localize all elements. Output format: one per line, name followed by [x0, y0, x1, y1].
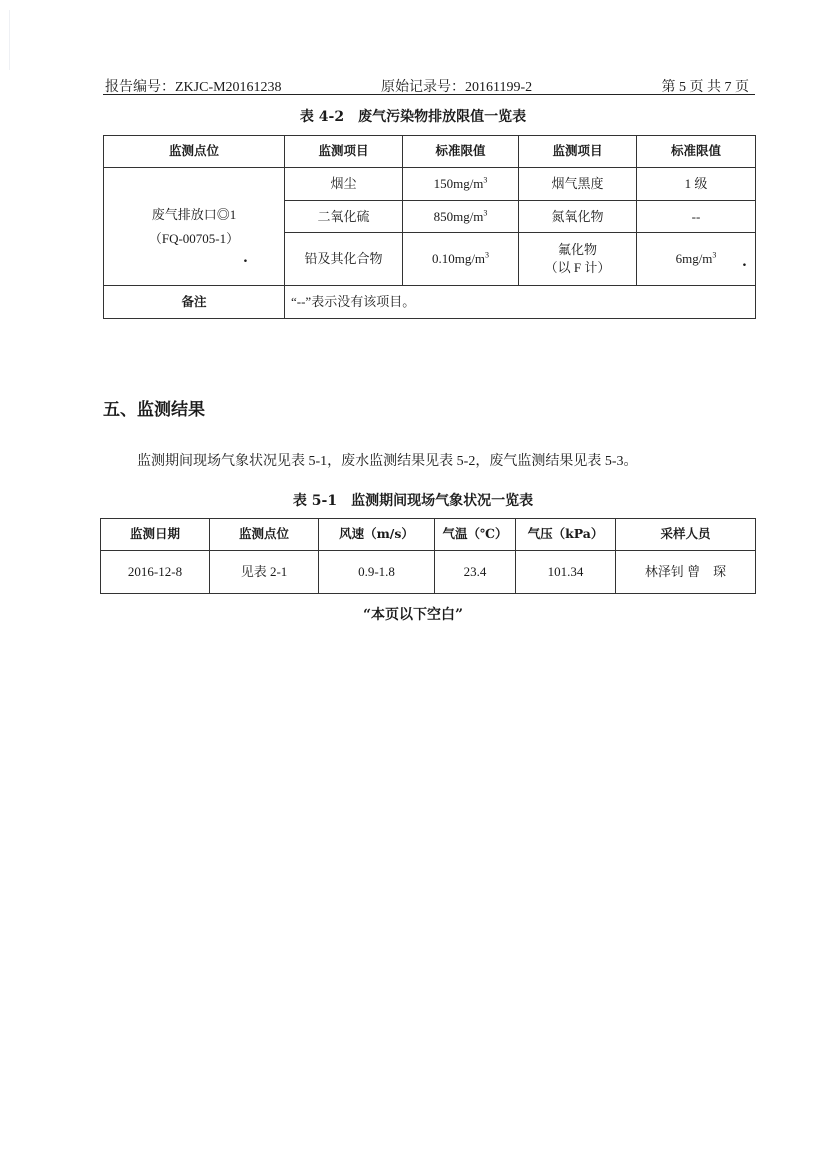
col-header: 监测点位: [210, 519, 319, 551]
scan-dot: .: [742, 254, 747, 270]
item-line: （以 F 计）: [544, 260, 611, 275]
table-5-1: [100, 518, 756, 594]
scan-artifact: [9, 10, 10, 70]
report-number: 报告编号：ZKJC-M20161238: [105, 80, 282, 95]
wind-speed-cell: 0.9-1.8: [319, 551, 435, 594]
blank-page-note: “本页以下空白”: [362, 607, 464, 623]
table-4-2: [103, 135, 756, 319]
location-name: 废气排放口◎1: [151, 206, 237, 222]
location-code: （FQ-00705-1）: [148, 230, 240, 246]
limit-cell: --: [637, 201, 756, 233]
item-cell: 铅及其化合物: [285, 233, 403, 286]
limit-cell: [403, 168, 519, 201]
col-header: 监测项目: [285, 136, 403, 168]
item-cell: 二氧化硫: [285, 201, 403, 233]
limit-cell: [637, 233, 756, 286]
item-cell: 氮氧化物: [519, 201, 637, 233]
col-header: 采样人员: [616, 519, 756, 551]
temperature-cell: 23.4: [435, 551, 516, 594]
table-row: [101, 551, 756, 594]
remark-label: 备注: [104, 286, 285, 319]
superscript: 3: [483, 175, 488, 185]
col-header: 监测项目: [519, 136, 637, 168]
superscript: 3: [485, 250, 490, 260]
location-cell: 见表 2-1: [210, 551, 319, 594]
section-title: 五、监测结果: [103, 400, 205, 420]
sampler-cell: 林泽钊 曾 琛: [616, 551, 756, 594]
record-number: 原始记录号：20161199-2: [381, 80, 533, 95]
item-line: 氟化物: [557, 242, 597, 258]
pressure-cell: 101.34: [516, 551, 616, 594]
col-header: 气压（kPa）: [516, 519, 616, 551]
col-header: 监测点位: [104, 136, 285, 168]
section-paragraph: 监测期间现场气象状况见表 5-1，废水监测结果见表 5-2，废气监测结果见表 5-3。: [137, 454, 638, 469]
table-row: [104, 168, 756, 201]
location-cell: [104, 168, 285, 286]
page-info: 第 5 页 共 7 页: [661, 80, 749, 95]
item-cell: [519, 233, 637, 286]
superscript: 3: [712, 250, 717, 260]
limit-cell: [403, 201, 519, 233]
item-cell: 烟尘: [285, 168, 403, 201]
col-header: 风速（m/s）: [319, 519, 435, 551]
page-header: [103, 74, 755, 95]
limit-cell: 1 级: [637, 168, 756, 201]
remark-text: “--”表示没有该项目。: [285, 286, 756, 319]
limit-value: 150mg/m: [433, 176, 484, 192]
limit-value: 0.10mg/m: [431, 251, 486, 267]
remark-row: [104, 286, 756, 319]
col-header: 标准限值: [403, 136, 519, 168]
table-header-row: [104, 136, 756, 168]
item-cell: 烟气黑度: [519, 168, 637, 201]
superscript: 3: [483, 208, 488, 218]
col-header: 监测日期: [101, 519, 210, 551]
col-header: 气温（℃）: [435, 519, 516, 551]
limit-value: 6mg/m: [675, 251, 713, 267]
limit-cell: [403, 233, 519, 286]
col-header: 标准限值: [637, 136, 756, 168]
limit-value: 850mg/m: [433, 208, 484, 224]
date-cell: 2016-12-8: [101, 551, 210, 594]
table-5-1-caption: 表 5-1 监测期间现场气象状况一览表: [292, 493, 534, 509]
table-4-2-caption: 表 4-2 废气污染物排放限值一览表: [299, 109, 527, 125]
scan-dot: .: [243, 250, 248, 266]
table-header-row: [101, 519, 756, 551]
